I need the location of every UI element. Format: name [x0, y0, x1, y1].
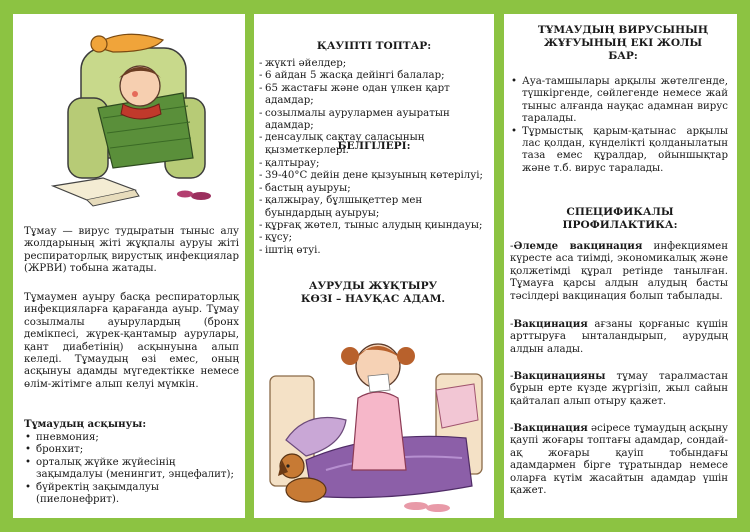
list-item: • Тұрмыстық қарым-қатынас арқылы лас қолдан, күнделікті қолданылатын таза емес құралдар, ойыншықтар және т.б. вирус таралады. [510, 126, 728, 176]
list-item: - 65 жастағы және одан үлкен қарт адамдар; [259, 83, 489, 108]
signs-list [259, 158, 489, 257]
complications-heading: Тұмаудың асқынуы: [24, 418, 147, 430]
complications-list [24, 432, 239, 506]
list-item: - құсу; [259, 232, 489, 244]
panel-left [13, 14, 245, 518]
list-item: • орталық жүйке жүйесінің зақымдалуы (менингит, энцефалит); [24, 457, 239, 482]
list-item: - қалтырау; [259, 158, 489, 170]
signs-heading: БЕЛГІЛЕРІ: [337, 140, 411, 152]
infection-source-heading: АУРУДЫ ЖҰҚТЫРУ КӨЗІ – НАУҚАС АДАМ. [300, 280, 446, 305]
sick-girl-bed-illustration [266, 320, 488, 516]
list-item: • бүйректің зақымдалуы (пиелонефрит). [24, 482, 239, 507]
list-item: • пневмония; [24, 432, 239, 444]
prevention-item: -Вакцинацияны тұмау таралмастан бұрын ерте күзде жүргізіп, жыл сайын қайталап алып отыру қажет. [510, 370, 728, 407]
transmission-list [510, 76, 728, 175]
transmission-heading: ТҰМАУДЫҢ ВИРУСЫНЫҢ ЖҰҒУЫНЫҢ ЕКІ ЖОЛЫ БАР: [537, 24, 709, 62]
panel-middle [254, 14, 494, 518]
list-item: • бронхит; [24, 444, 239, 456]
prevention-item: -Вакцинация ағзаны қорғаныс күшін арттыруға ынталандырып, аурудың алдын алады. [510, 318, 728, 355]
prevention-heading: СПЕЦИФИКАЛЫ ПРОФИЛАКТИКА: [562, 206, 678, 231]
list-item: - созылмалы аурулармен ауыратын адамдар; [259, 108, 489, 133]
sick-boy-armchair-illustration [43, 18, 223, 208]
flu-intro-paragraph: Тұмау — вирус тудыратын тыныс алу жолдарының жіті жұқпалы ауруы жіті респираторлық вирустық инфекциялар (ЖРВИ) тобына жатады. [24, 226, 239, 275]
prevention-item: -Вакцинация әсіресе тұмаудың асқыну қаупі жоғары топтағы адамдар, сондай-ақ жоғары қауіп тобындағы адамдармен бірге тұратындар немесе оларға күтім жасайтын адамдар үшін қажет. [510, 422, 728, 497]
prevention-item: -Әлемде вакцинация инфекциямен күресте аса тиімді, экономикалық және қолжетімді құрал ретінде танылған. Тұмауға қарсы алдын алудың басты тәсілдері вакцинация болып табылады. [510, 240, 728, 302]
list-item: - қалжырау, бұлшықеттер мен буындардың ауыруы; [259, 195, 489, 220]
list-item: - іштің өтуі. [259, 245, 489, 257]
list-item: - бастың ауыруы; [259, 183, 489, 195]
list-item: • Ауа-тамшылары арқылы жөтелгенде, түшкіргенде, сөйлегенде немесе жай тыныс алғанда науқас адамнан вирус таралады. [510, 76, 728, 126]
list-item: - 6 айдан 5 жасқа дейінгі балалар; [259, 70, 489, 82]
flu-severity-paragraph: Тұмаумен ауыру басқа респираторлық инфекцияларға қарағанда ауыр. Тұмау созылмалы ауырулардың (бронх демікпесі, жүрек-қантамыр аурулары, қант диабетінің) асқынуына алып келеді. Тұмаудың өзі емес, оның асқынуы адамды мүгедектікке немесе өлім-жітімге алып келуі мүмкін. [24, 292, 239, 390]
risk-groups-heading: ҚАУІПТІ ТОПТАР: [316, 40, 432, 52]
list-item: - жүкті әйелдер; [259, 58, 489, 70]
list-item: - денсаулық сақтау саласының қызметкерлері. [259, 132, 489, 157]
panel-right [504, 14, 737, 518]
list-item: - құрғақ жөтел, тыныс алудың қиындауы; [259, 220, 489, 232]
list-item: - 39-40°С дейін дене қызуының көтерілуі; [259, 170, 489, 182]
